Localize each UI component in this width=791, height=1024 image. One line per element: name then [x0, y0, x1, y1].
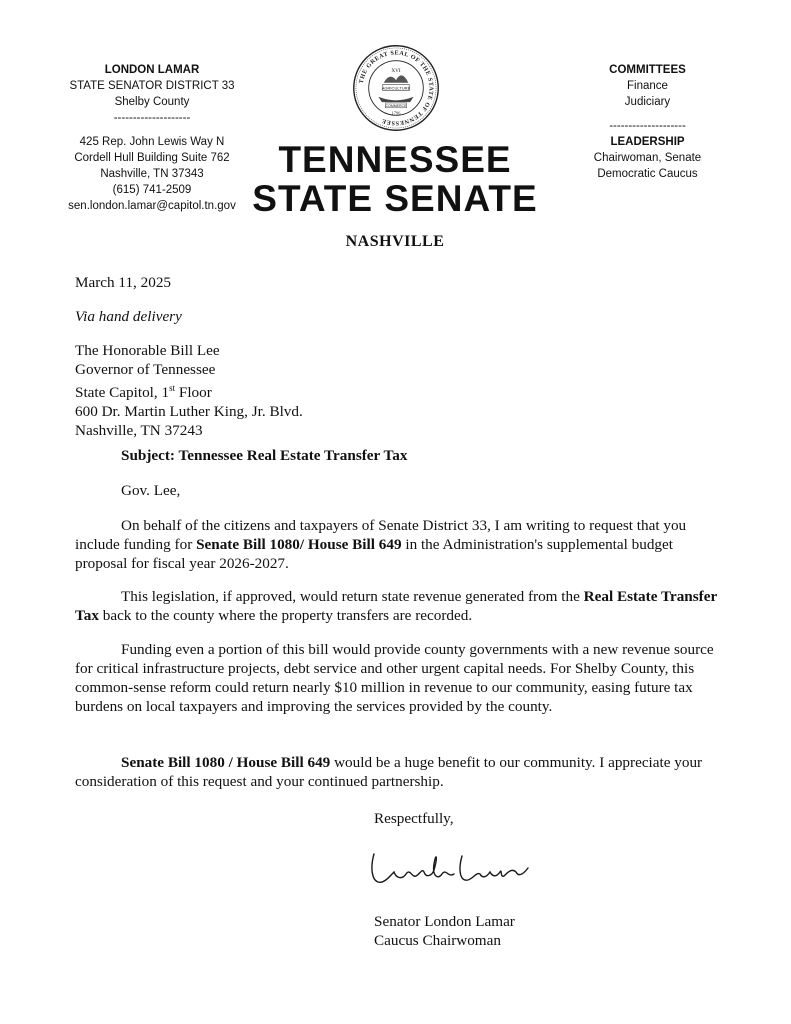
recipient-address-line: 600 Dr. Martin Luther King, Jr. Blvd.: [75, 403, 303, 421]
letterhead-title-line2: STATE SENATE: [252, 178, 538, 219]
recipient-address-line: Nashville, TN 37243: [75, 422, 203, 440]
leadership-heading: LEADERSHIP: [610, 136, 685, 148]
sender-address-line: 425 Rep. John Lewis Way N: [79, 136, 225, 148]
paragraph: Funding even a portion of this bill would provide county governments with a new revenue source for critical infrastructure projects, debt service and other urgent capital needs. For Shelby County, this common-sense reform could return nearly $10 million in revenue to our community, easing future tax burdens on local taxpayers and improving the services provided by the county.: [75, 641, 714, 715]
paragraph: Senate Bill 1080 / House Bill 649 would be a huge benefit to our community. I appreciate your consideration of this request and your continued partnership.: [75, 754, 703, 790]
divider: --------------------: [609, 120, 686, 132]
signer-name: Senator London Lamar: [374, 913, 515, 930]
paragraph: On behalf of the citizens and taxpayers of Senate District 33, I am writing to request that you include funding for Senate Bill 1080/ House Bill 649 in the Administration's supplemental budget proposal for fiscal year 2026-2027.: [75, 517, 687, 572]
sender-address-line: Cordell Hull Building Suite 762: [74, 152, 230, 164]
svg-text:THE GREAT SEAL OF THE STATE OF: THE GREAT SEAL OF THE STATE OF TENNESSEE: [358, 50, 434, 126]
leadership-item: Democratic Caucus: [597, 168, 698, 180]
committees-heading: COMMITTEES: [609, 64, 686, 76]
salutation: Gov. Lee,: [121, 482, 181, 499]
letterhead-city: NASHVILLE: [345, 233, 445, 250]
committees-block: [565, 62, 730, 182]
svg-text:XVI: XVI: [391, 68, 401, 75]
closing: Respectfully,: [374, 810, 454, 827]
sender-phone: (615) 741-2509: [112, 184, 192, 196]
signature: [366, 846, 536, 894]
signer-block: [374, 912, 791, 950]
svg-text:AGRICULTURE: AGRICULTURE: [381, 85, 411, 91]
sender-county: Shelby County: [114, 96, 190, 108]
sender-address-line: Nashville, TN 37343: [100, 168, 204, 180]
letter-date: March 11, 2025: [75, 274, 172, 291]
svg-text:COMMERCE: COMMERCE: [385, 103, 407, 108]
leadership-item: Chairwoman, Senate: [593, 152, 702, 164]
sender-name: LONDON LAMAR: [104, 64, 200, 76]
recipient-name: The Honorable Bill Lee: [75, 342, 220, 359]
divider: --------------------: [113, 112, 191, 124]
recipient-address-line: State Capitol, 1st Floor: [75, 383, 212, 402]
signer-title: Caucus Chairwoman: [374, 932, 501, 949]
svg-text:1796: 1796: [391, 110, 401, 116]
letterhead-title: [220, 140, 570, 218]
delivery-method: Via hand delivery: [75, 308, 182, 325]
paragraph: This legislation, if approved, would return state revenue generated from the Real Estate Transfer Tax back to the county where the property transfers are recorded.: [75, 588, 717, 624]
sender-title: STATE SENATOR DISTRICT 33: [69, 80, 235, 92]
committee-item: Judiciary: [624, 96, 671, 108]
committee-item: Finance: [627, 80, 668, 92]
letter-subject: Subject: Tennessee Real Estate Transfer Tax: [121, 447, 408, 464]
letterhead-title-line1: TENNESSEE: [278, 139, 512, 180]
recipient-title: Governor of Tennessee: [75, 361, 216, 378]
state-seal-icon: [352, 44, 440, 132]
recipient-address: [75, 341, 725, 440]
sender-email: sen.london.lamar@capitol.tn.gov: [68, 200, 236, 212]
